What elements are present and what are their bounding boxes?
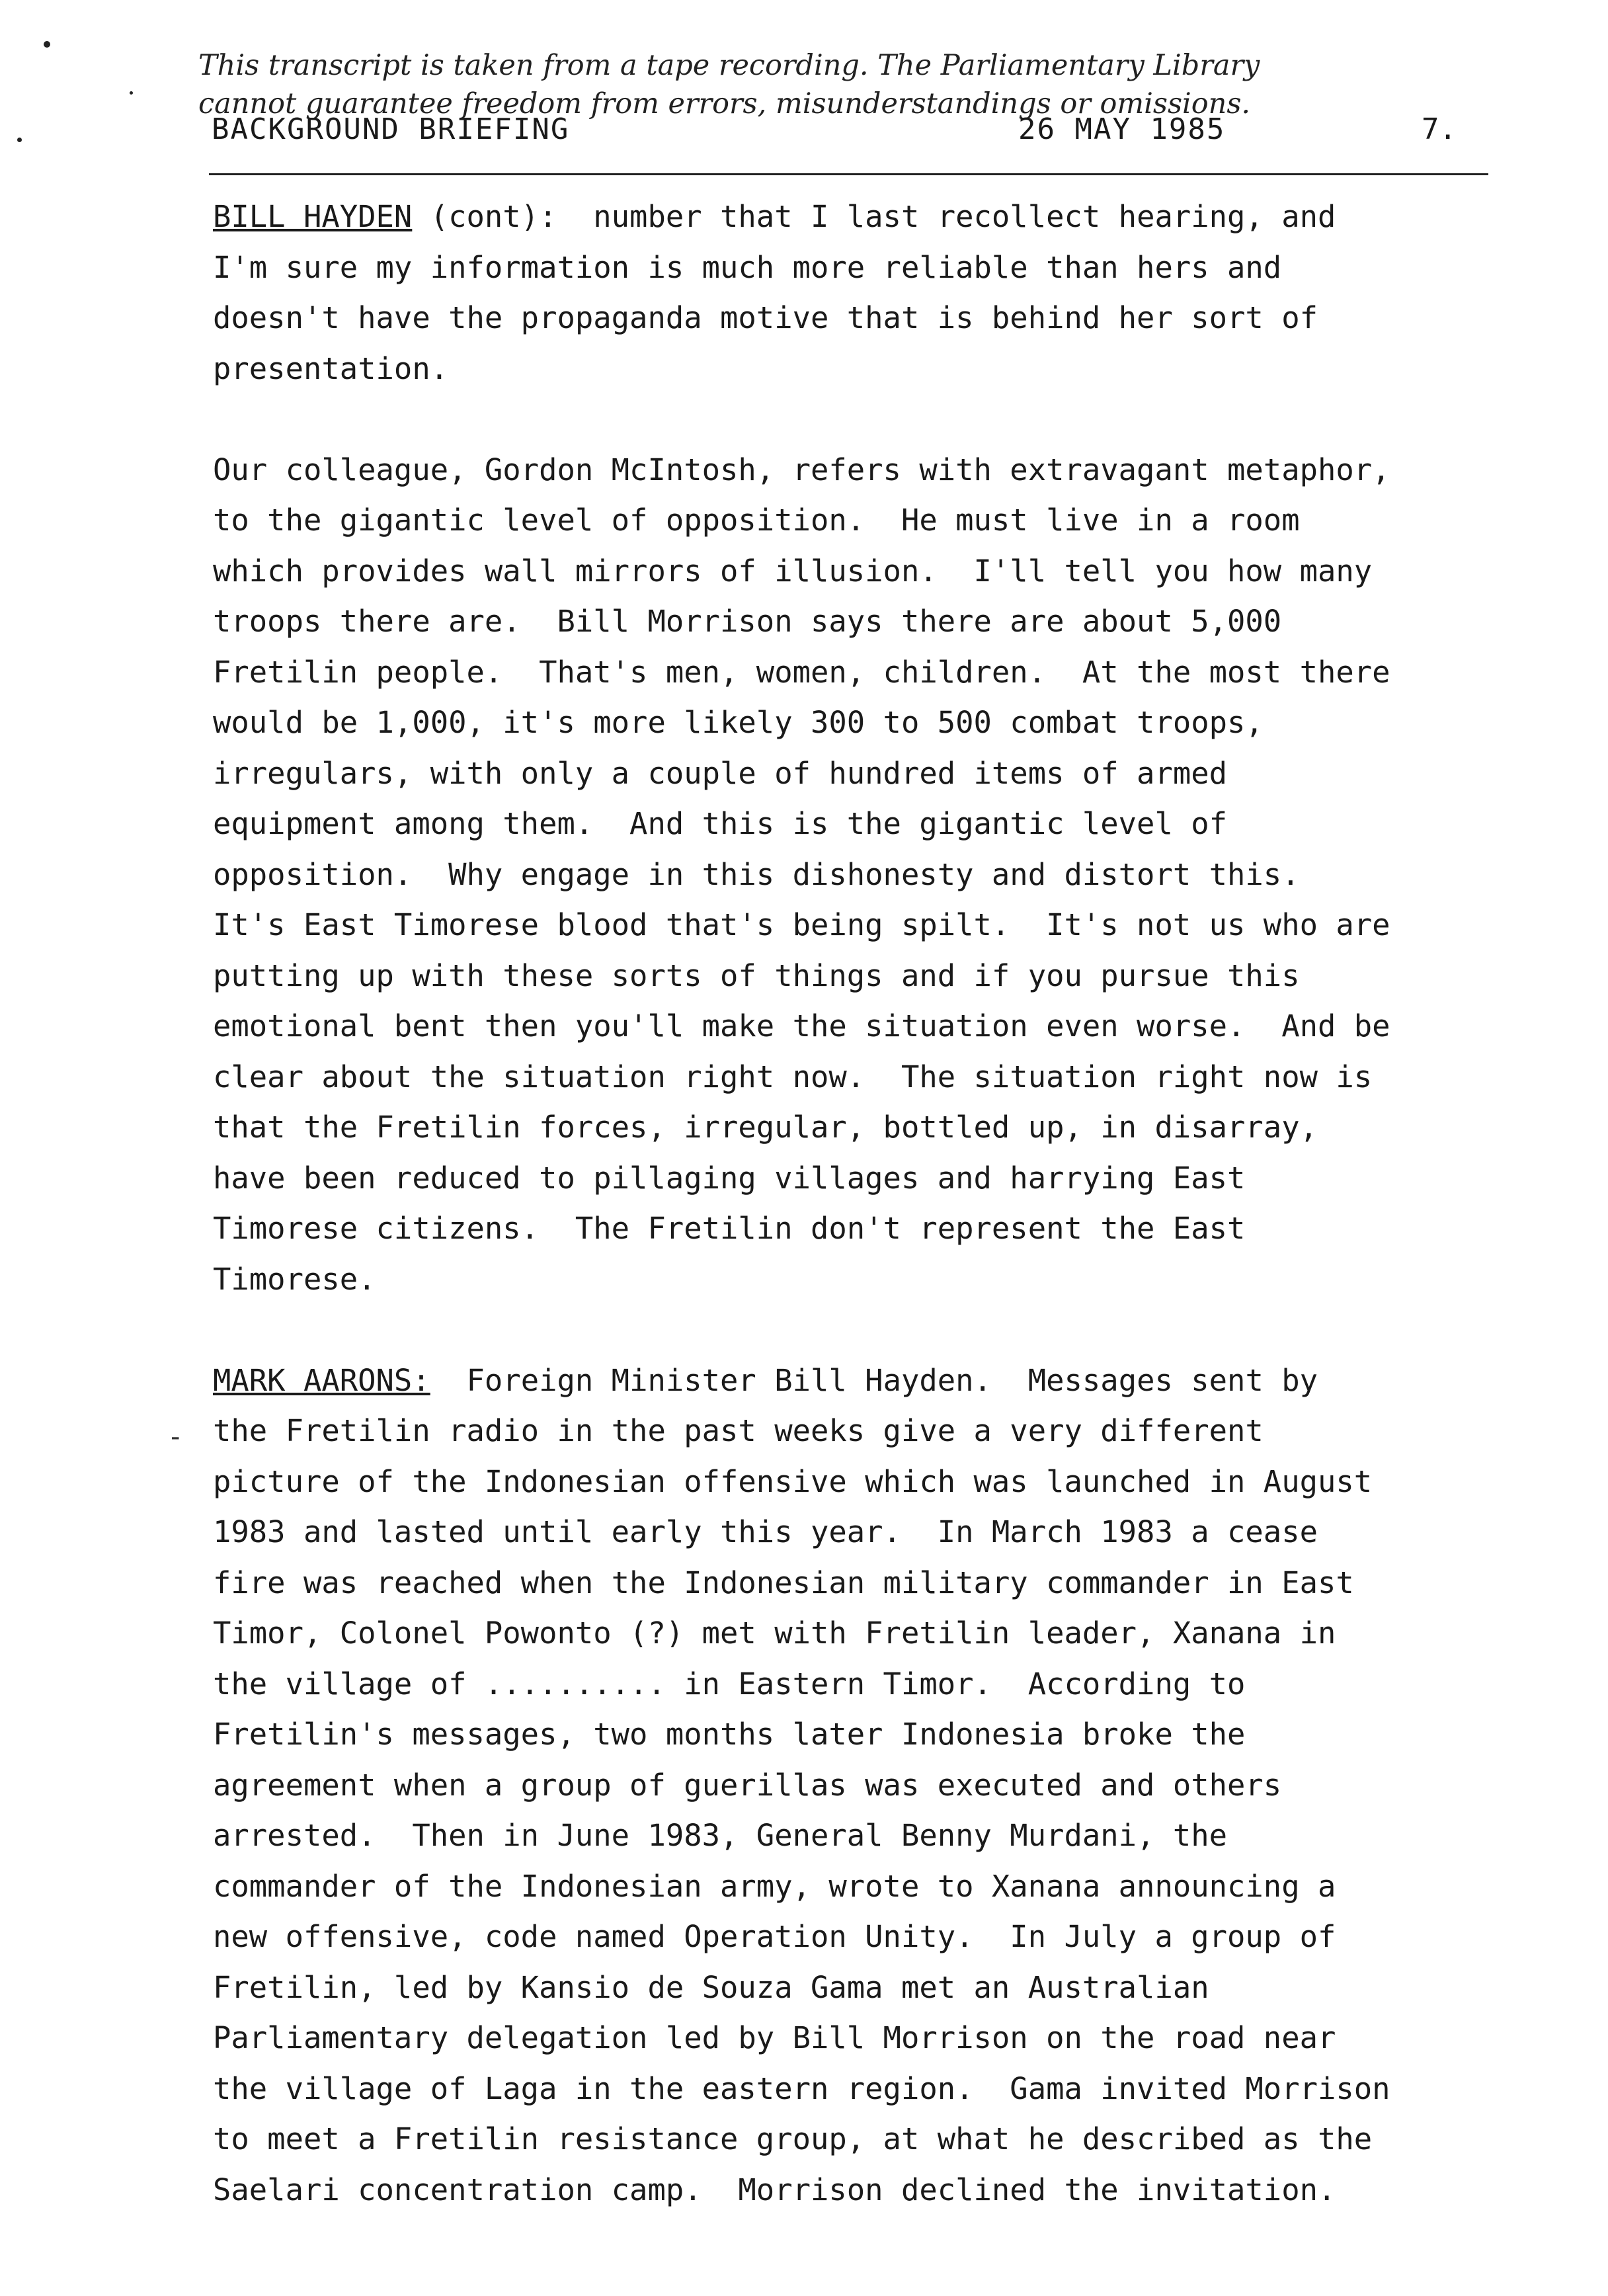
text-line: Timorese. — [213, 1261, 376, 1297]
speaker-name: MARK AARONS: — [213, 1362, 430, 1398]
text-line: equipment among them. And this is the gigantic level of — [213, 806, 1228, 841]
text-line: doesn't have the propaganda motive that is behind her sort of — [213, 300, 1318, 335]
text-line: number that I last recollect hearing, and — [593, 199, 1336, 234]
text-line: Timor, Colonel Powonto (?) met with Fretilin leader, Xanana in — [213, 1616, 1336, 1651]
text-line: troops there are. Bill Morrison says there are about 5,000 — [213, 604, 1282, 639]
text-line: the village of .......... in Eastern Timor. According to — [213, 1666, 1246, 1702]
text-line: presentation. — [213, 350, 449, 386]
text-line: Timorese citizens. The Fretilin don't represent the East — [213, 1211, 1246, 1246]
text-line: Foreign Minister Bill Hayden. Messages sent by — [466, 1362, 1318, 1398]
disclaimer-line: This transcript is taken from a tape recording. The Parliamentary Library — [198, 49, 1260, 82]
text-line: have been reduced to pillaging villages and harrying East — [213, 1160, 1246, 1196]
speaker-paragraph — [213, 1356, 1535, 2216]
text-line: 1983 and lasted until early this year. In March 1983 a cease — [213, 1514, 1318, 1549]
speaker-suffix: (cont): — [412, 199, 594, 234]
text-line: Fretilin, led by Kansio de Souza Gama met an Australian — [213, 1969, 1209, 2005]
text-line: irregulars, with only a couple of hundred items of armed — [213, 755, 1228, 791]
paragraph-gap — [213, 394, 1535, 445]
text-line: commander of the Indonesian army, wrote to Xanana announcing a — [213, 1868, 1336, 1904]
transcript-paragraph — [213, 445, 1535, 1305]
margin-speck — [130, 91, 133, 95]
text-line: emotional bent then you'll make the situation even worse. And be — [213, 1008, 1390, 1044]
margin-speck — [17, 138, 22, 142]
text-line: to the gigantic level of opposition. He must live in a room — [213, 503, 1300, 538]
text-line: fire was reached when the Indonesian military commander in East — [213, 1565, 1354, 1600]
margin-dash: - — [171, 1422, 181, 1452]
text-line: which provides wall mirrors of illusion. I'll tell you how many — [213, 553, 1373, 589]
text-line: to meet a Fretilin resistance group, at what he described as the — [213, 2121, 1373, 2156]
text-line: clear about the situation right now. The situation right now is — [213, 1059, 1373, 1094]
text-line: Our colleague, Gordon McIntosh, refers with extravagant metaphor, — [213, 452, 1390, 487]
speaker-paragraph — [213, 192, 1535, 394]
program-title: BACKGROUND BRIEFING — [212, 112, 570, 146]
text-line: would be 1,000, it's more likely 300 to 500 combat troops, — [213, 705, 1264, 740]
text-line: opposition. Why engage in this dishonesty and distort this. — [213, 856, 1300, 892]
page-header — [212, 112, 1468, 152]
text-line: arrested. Then in June 1983, General Benny Murdani, the — [213, 1818, 1228, 1853]
transcript-body — [213, 192, 1535, 2215]
text-line: Fretilin people. That's men, women, children. At the most there — [213, 654, 1390, 690]
text-line: new offensive, code named Operation Unity. In July a group of — [213, 1919, 1336, 1954]
page-number: 7. — [1422, 112, 1457, 146]
text-line: the village of Laga in the eastern region. Gama invited Morrison — [213, 2070, 1390, 2106]
paragraph-gap — [213, 1305, 1535, 1356]
transcript-disclaimer — [198, 46, 1494, 123]
text-line: putting up with these sorts of things and if you pursue this — [213, 958, 1300, 993]
text-line: the Fretilin radio in the past weeks give a very different — [213, 1413, 1264, 1448]
header-divider — [209, 173, 1488, 175]
text-line: Saelari concentration camp. Morrison declined the invitation. — [213, 2172, 1336, 2207]
speaker-suffix — [430, 1363, 467, 1398]
broadcast-date: 26 MAY 1985 — [1018, 112, 1226, 146]
disclaimer-line: cannot guarantee freedom from errors, misunderstandings or omissions. — [198, 87, 1251, 120]
text-line: Parliamentary delegation led by Bill Morrison on the road near — [213, 2020, 1336, 2055]
text-line: agreement when a group of guerillas was executed and others — [213, 1767, 1282, 1803]
text-line: It's East Timorese blood that's being spilt. It's not us who are — [213, 907, 1390, 942]
margin-speck — [44, 41, 50, 48]
text-line: picture of the Indonesian offensive which was launched in August — [213, 1463, 1373, 1499]
text-line: Fretilin's messages, two months later Indonesia broke the — [213, 1717, 1246, 1752]
text-line: I'm sure my information is much more reliable than hers and — [213, 249, 1282, 285]
speaker-name: BILL HAYDEN — [213, 199, 413, 234]
text-line: that the Fretilin forces, irregular, bottled up, in disarray, — [213, 1110, 1318, 1145]
